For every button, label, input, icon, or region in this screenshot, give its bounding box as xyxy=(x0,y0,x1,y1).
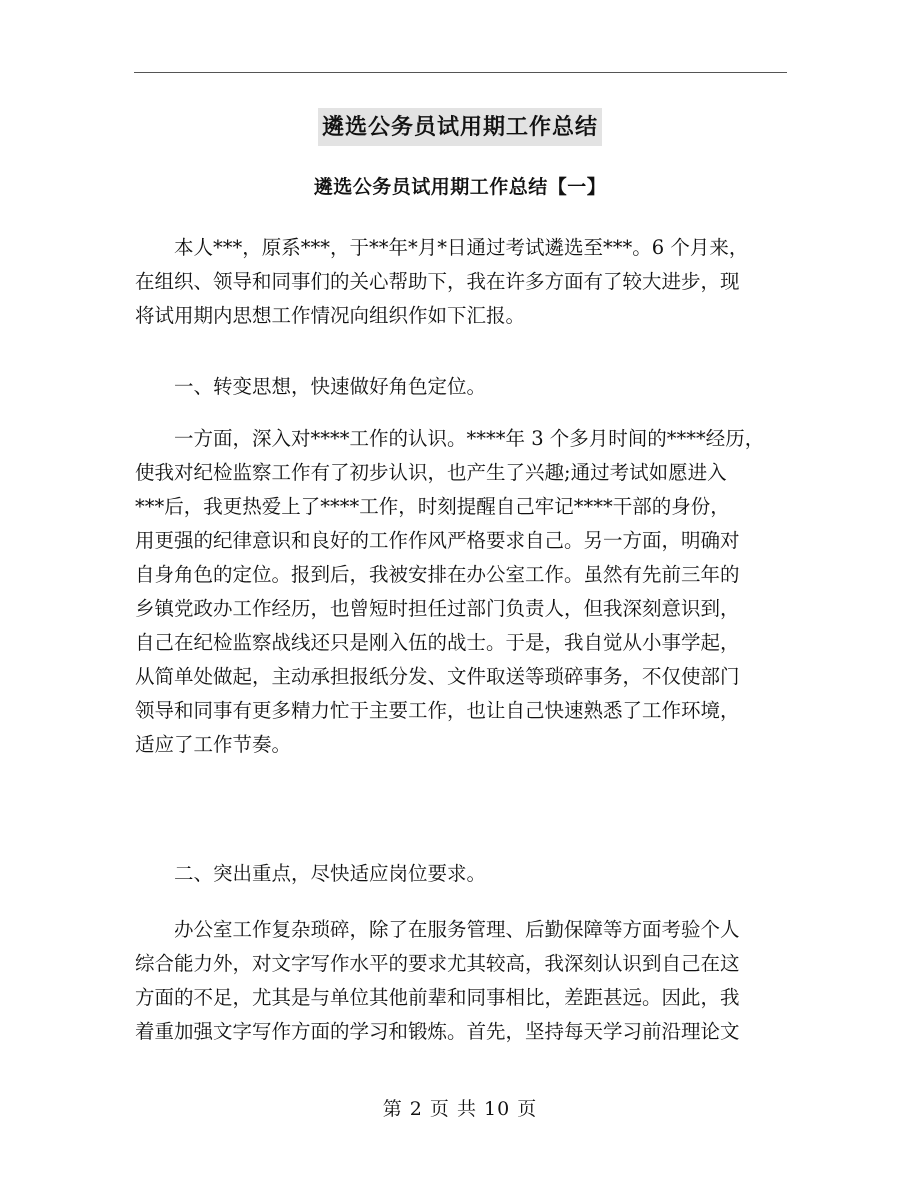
paragraph-line: 一方面，深入对****工作的认识。****年 3 个多月时间的****经历， xyxy=(135,427,765,450)
paragraph-line: 使我对纪检监察工作有了初步认识，也产生了兴趣;通过考试如愿进入 xyxy=(135,461,727,484)
paragraph-writing-skills xyxy=(135,913,800,1049)
subheading-text: 一、转变思想，快速做好角色定位。 xyxy=(135,375,487,398)
paragraph-line: 乡镇党政办工作经历，也曾短时担任过部门负责人，但我深刻意识到， xyxy=(135,597,740,620)
paragraph-line: 综合能力外，对文字写作水平的要求尤其较高，我深刻认识到自己在这 xyxy=(135,952,740,975)
paragraph-line: 在组织、领导和同事们的关心帮助下，我在许多方面有了较大进步，现 xyxy=(135,270,740,293)
paragraph-line: 办公室工作复杂琐碎，除了在服务管理、后勤保障等方面考验个人 xyxy=(135,918,740,941)
paragraph-line: 用更强的纪律意识和良好的工作作风严格要求自己。另一方面，明确对 xyxy=(135,529,740,552)
page-number-footer: 第 2 页 共 10 页 xyxy=(382,1098,538,1120)
paragraph-line: ***后，我更热爱上了****工作，时刻提醒自己牢记****干部的身份， xyxy=(135,495,730,518)
document-title-container xyxy=(0,108,920,146)
paragraph-line: 领导和同事有更多精力忙于主要工作，也让自己快速熟悉了工作环境， xyxy=(135,699,740,722)
paragraph-intro xyxy=(135,231,800,333)
paragraph-line: 从简单处做起，主动承担报纸分发、文件取送等琐碎事务，不仅使部门 xyxy=(135,665,740,688)
paragraph-line: 适应了工作节奏。 xyxy=(135,733,292,756)
subheading-text: 二、突出重点，尽快适应岗位要求。 xyxy=(135,862,487,885)
header-rule xyxy=(134,72,787,73)
paragraph-role-positioning xyxy=(135,422,800,762)
paragraph-line: 着重加强文字写作方面的学习和锻炼。首先，坚持每天学习前沿理论文 xyxy=(135,1020,740,1043)
paragraph-line: 自身角色的定位。报到后，我被安排在办公室工作。虽然有先前三年的 xyxy=(135,563,740,586)
paragraph-line: 本人***，原系***，于**年*月*日通过考试遴选至***。6 个月来， xyxy=(135,236,749,259)
document-title: 遴选公务员试用期工作总结 xyxy=(318,108,602,146)
subheading-one xyxy=(135,370,800,404)
paragraph-line: 将试用期内思想工作情况向组织作如下汇报。 xyxy=(135,304,526,327)
subheading-two xyxy=(135,857,800,891)
paragraph-line: 自己在纪检监察战线还只是刚入伍的战士。于是，我自觉从小事学起， xyxy=(135,631,740,654)
paragraph-line: 方面的不足，尤其是与单位其他前辈和同事相比，差距甚远。因此，我 xyxy=(135,986,740,1009)
section-title: 遴选公务员试用期工作总结【一】 xyxy=(313,176,607,198)
